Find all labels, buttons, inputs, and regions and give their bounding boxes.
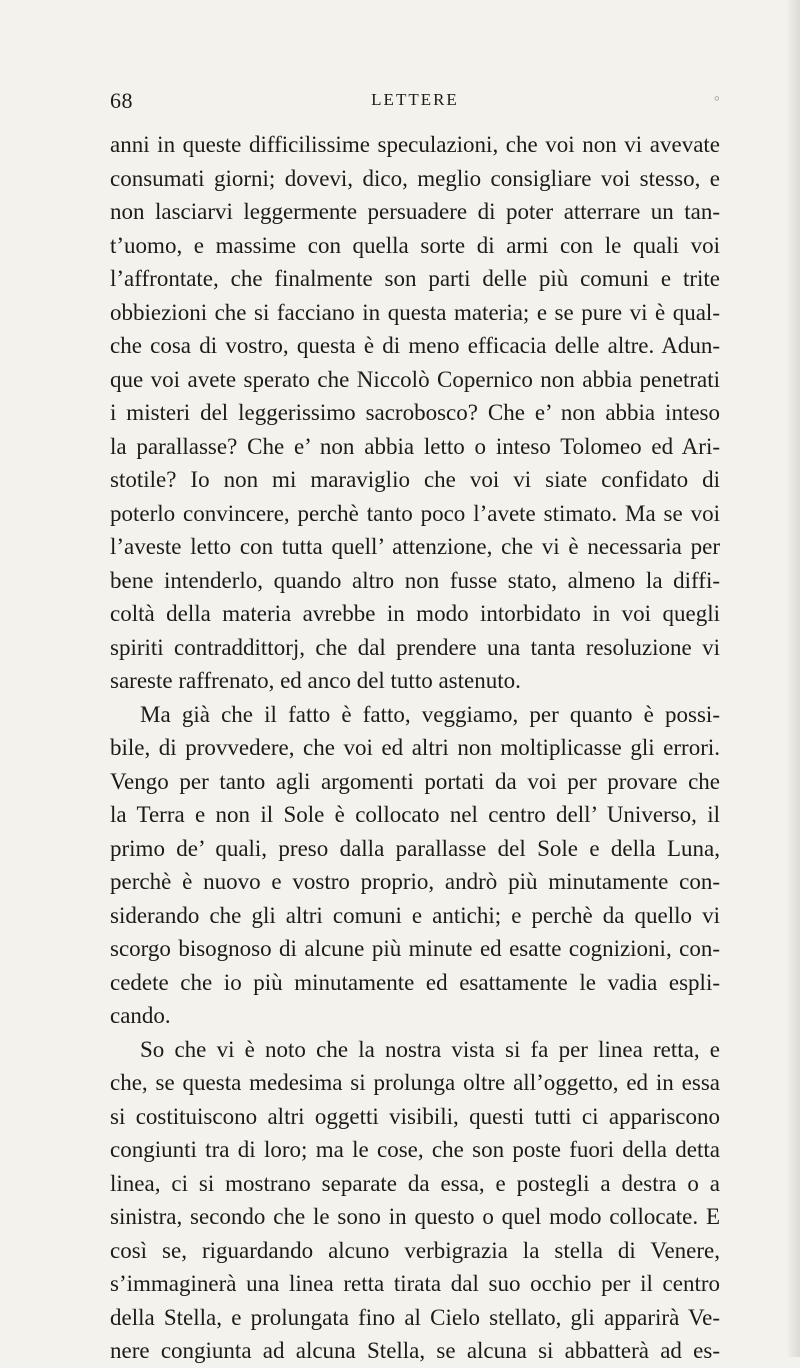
text-line: Vengo per tanto agli argomenti portati da voi per provare che [110,768,720,794]
text-line: l’affrontate, che finalmente son parti delle più comuni e trite [110,266,720,291]
page-edge-shadow [786,0,800,1357]
text-line: l’aveste letto con tutta quell’ attenzione, che vi è necessaria per [110,534,720,559]
text-line: scorgo bisognoso di alcune più minute ed esatte cognizioni, con- [110,936,720,961]
text-line: coltà della materia avrebbe in modo intorbidato in voi quegli [110,601,720,626]
text-line: sinistra, secondo che le sono in questo o quel modo collocate. E [110,1204,720,1229]
paragraph-end-line: sareste raffrenato, ed anco del tutto astenuto. [110,668,521,693]
text-line: siderando che gli altri comuni e antichi; e perchè da quello vi [110,902,720,928]
text-line: perchè è nuovo e vostro proprio, andrò più minutamente con- [110,869,720,894]
running-head: LETTERE [371,90,459,109]
header-mark: ◦ [713,88,720,108]
text-line: non lasciarvi leggermente persuadere di poter atterrare un tan- [110,199,720,224]
paragraph-start-line: So che vi è noto che la nostra vista si fa per linea retta, e [140,1036,720,1062]
text-line: cedete che io più minutamente ed esattamente le vadia espli- [110,969,720,995]
paragraph-start-line: Ma già che il fatto è fatto, veggiamo, per quanto è possi- [140,701,720,727]
paragraph-end-line: cando. [110,1003,171,1028]
text-line: poterlo convincere, perchè tanto poco l’avete stimato. Ma se voi [110,500,720,526]
text-line: primo de’ quali, preso dalla parallasse del Sole e della Luna, [110,835,720,861]
text-line: anni in queste difficilissime speculazioni, che voi non vi avevate [110,132,720,157]
text-line: così se, riguardando alcuno verbigrazia la stella di Venere, [110,1237,720,1263]
text-line: obbiezioni che si facciano in questa materia; e se pure vi è qual- [110,299,720,325]
text-line: della Stella, e prolungata fino al Cielo stellato, gli apparirà Ve- [110,1304,720,1330]
text-line: bile, di provvedere, che voi ed altri non moltiplicasse gli errori. [110,735,720,760]
text-line: spiriti contraddittorj, che dal prendere una tanta resoluzione vi [110,634,720,660]
text-line: consumati giorni; dovevi, dico, meglio consigliare voi stesso, e [110,165,720,191]
text-line: congiunti tra di loro; ma le cose, che son poste fuori della detta [110,1137,720,1162]
text-line: que voi avete sperato che Niccolò Copernico non abbia penetrati [110,366,720,392]
text-line: stotile? Io non mi maraviglio che voi vi siate confidato di [110,467,720,492]
body-text [110,128,720,1368]
text-line: nere congiunta ad alcuna Stella, se alcuna si abbatterà ad es- [110,1338,720,1363]
text-line: la parallasse? Che e’ non abbia letto o inteso Tolomeo ed Ari- [110,433,720,459]
text-line: s’immaginerà una linea retta tirata dal suo occhio per il centro [110,1271,720,1296]
text-line: t’uomo, e massime con quella sorte di armi con le quali voi [110,232,720,258]
text-line: la Terra e non il Sole è collocato nel centro dell’ Universo, il [110,802,720,827]
text-line: si costituiscono altri oggetti visibili, questi tutti ci appariscono [110,1103,720,1129]
text-line: che, se questa medesima si prolunga oltre all’oggetto, ed in essa [110,1070,720,1095]
text-line: linea, ci si mostrano separate da essa, e postegli a destra o a [110,1170,720,1196]
text-line: i misteri del leggerissimo sacrobosco? Che e’ non abbia inteso [110,400,720,425]
text-line: bene intenderlo, quando altro non fusse stato, almeno la diffi- [110,567,720,593]
text-line: che cosa di vostro, questa è di meno efficacia delle altre. Adun- [110,333,720,358]
page-number: 68 [110,88,133,113]
page-header [110,88,720,114]
